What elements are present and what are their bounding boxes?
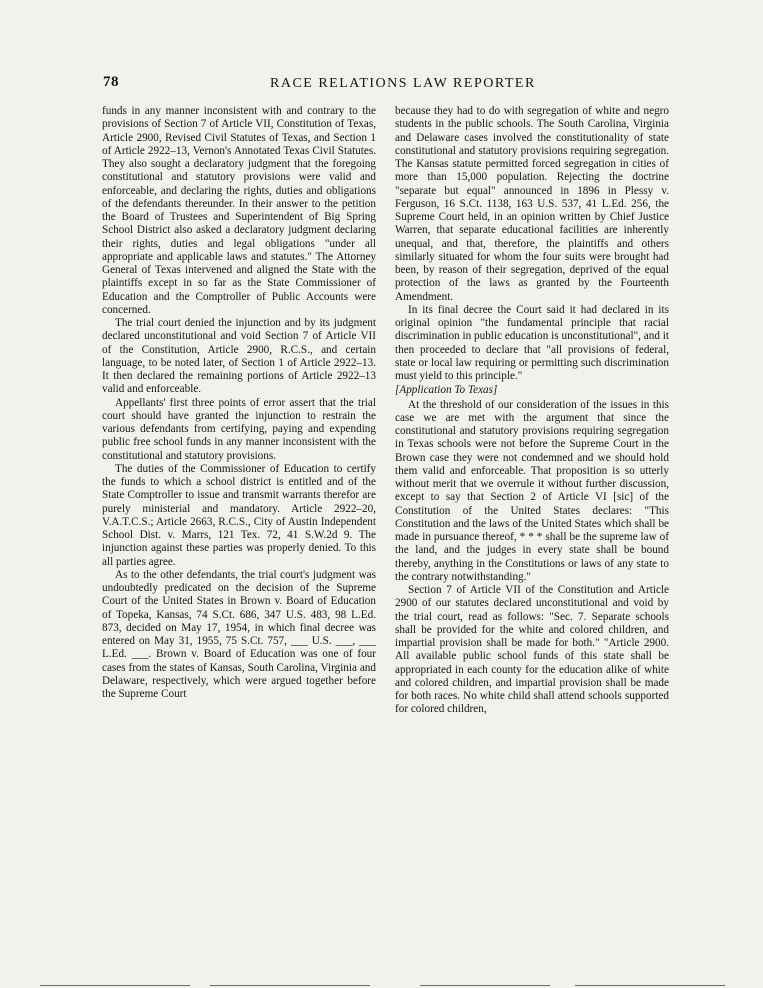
paragraph: because they had to do with segregation of white and negro students in the public schools. The South Carolina, Virginia and Delaware cases involved the constitutionality of state constitutional and statutory provisions requiring segregation. The Kansas statute permitted forced segregation in cities of more than 15,000 population. Rejecting the doctrine "separate but equal" announced in 1896 in Plessy v. Ferguson, 16 S.Ct. 1138, 163 U.S. 537, 41 L.Ed. 256, the Supreme Court held, in an opinion written by Chief Justice Warren, that separate educational facilities are inherently unequal, and that, therefore, the plaintiffs and others similarly situated for whom the four suits were brought had been, by reason of their segregation, deprived of the equal protection of the laws as granted by the Fourteenth Amendment. [395,105,669,303]
page-number: 78 [103,74,119,90]
paragraph: At the threshold of our consideration of the issues in this case we are met with the argument that since the constitutional and statutory provisions requiring segregation in Texas schools were not before the Supreme Court in the Brown case they were not condemned and we should hold them valid and enforceable. That proposition is so utterly without merit that we overrule it without further discussion, except to say that Section 2 of Article VI [sic] of the Constitution of the United States declares: "This Constitution and the laws of the United States which shall be made in pursuance thereof, * * * shall be the supreme law of the land, and the judges in every state shall be bound thereby, anything in the Constitutions or laws of any state to the contrary notwithstanding." [395,398,669,583]
paragraph: Appellants' first three points of error assert that the trial court should have granted the injunction to restrain the various defendants from certifying, paying and expending public free school funds in any manner inconsistent with the constitutional and statutory provisions. [102,396,376,462]
paragraph: Section 7 of Article VII of the Constitution and Article 2900 of our statutes declared unconstitutional and void by the trial court, read as follows: "Sec. 7. Separate schools shall be provided for the white and colored children, and impartial provision shall be made for both." "Article 2900. All available public school funds of this state shall be appropriated in each county for the education alike of white and colored children, and impartial provision shall be made for both races. No white child shall attend schools supported for colored children, [395,584,669,716]
paragraph: As to the other defendants, the trial court's judgment was undoubtedly predicated on the decision of the Supreme Court of the United States in Brown v. Board of Education of Topeka, Kansas, 74 S.Ct. 686, 347 U.S. 483, 98 L.Ed. 873, decided on May 17, 1954, in which final decree was entered on May 31, 1955, 75 S.Ct. 757, ___ U.S. ___, ___ L.Ed. ___. Brown v. Board of Education was one of four cases from the states of Kansas, South Carolina, Virginia and Delaware, respectively, which were argued together before the Supreme Court [102,568,376,700]
right-column [395,105,669,717]
left-column [102,105,376,701]
paragraph: The duties of the Commissioner of Education to certify the funds to which a school district is entitled and of the State Comptroller to issue and transmit warrants therefor are purely ministerial and mandatory. Article 2922–20, V.A.T.C.S.; Article 2663, R.C.S., City of Austin Independent School Dist. v. Marrs, 121 Tex. 72, 41 S.W.2d 9. The injunction against these parties was properly denied. To this all parties agree. [102,462,376,568]
bottom-rule [575,985,725,986]
paragraph: In its final decree the Court said it had declared in its original opinion "the fundamental principle that racial discrimination in public education is unconstitutional", and it then proceeded to declare that "all provisions of federal, state or local law requiring or permitting such discrimination must yield to this principle." [395,303,669,382]
bottom-rule [420,985,550,986]
running-head: RACE RELATIONS LAW REPORTER [270,76,536,91]
bottom-rule [40,985,190,986]
paragraph: The trial court denied the injunction and by its judgment declared unconstitutional and void Section 7 of Article VII of the Constitution, Article 2900, R.C.S., and certain language, to be noted later, of Section 1 of Article 2922–13. It then declared the remaining portions of Article 2922–13 valid and enforceable. [102,317,376,396]
paragraph: funds in any manner inconsistent with and contrary to the provisions of Section 7 of Article VII, Constitution of Texas, Article 2900, Revised Civil Statutes of Texas, and Section 1 of Article 2922–13, Vernon's Annotated Texas Civil Statutes. They also sought a declaratory judgment that the foregoing constitutional and statutory provisions were valid and enforceable, and declaring the rights, duties and obligations of the defendants thereunder. In their answer to the petition the Board of Trustees and Superintendent of Big Spring School District also asked a declaratory judgment declaring their rights, duties and legal obligations "under all appropriate and applicable laws and statutes." The Attorney General of Texas intervened and aligned the State with the plaintiffs except in so far as the State Commissioner of Education and the Comptroller of Public Accounts were concerned. [102,105,376,316]
section-subheading: [Application To Texas] [395,384,498,397]
bottom-rule [210,985,370,986]
